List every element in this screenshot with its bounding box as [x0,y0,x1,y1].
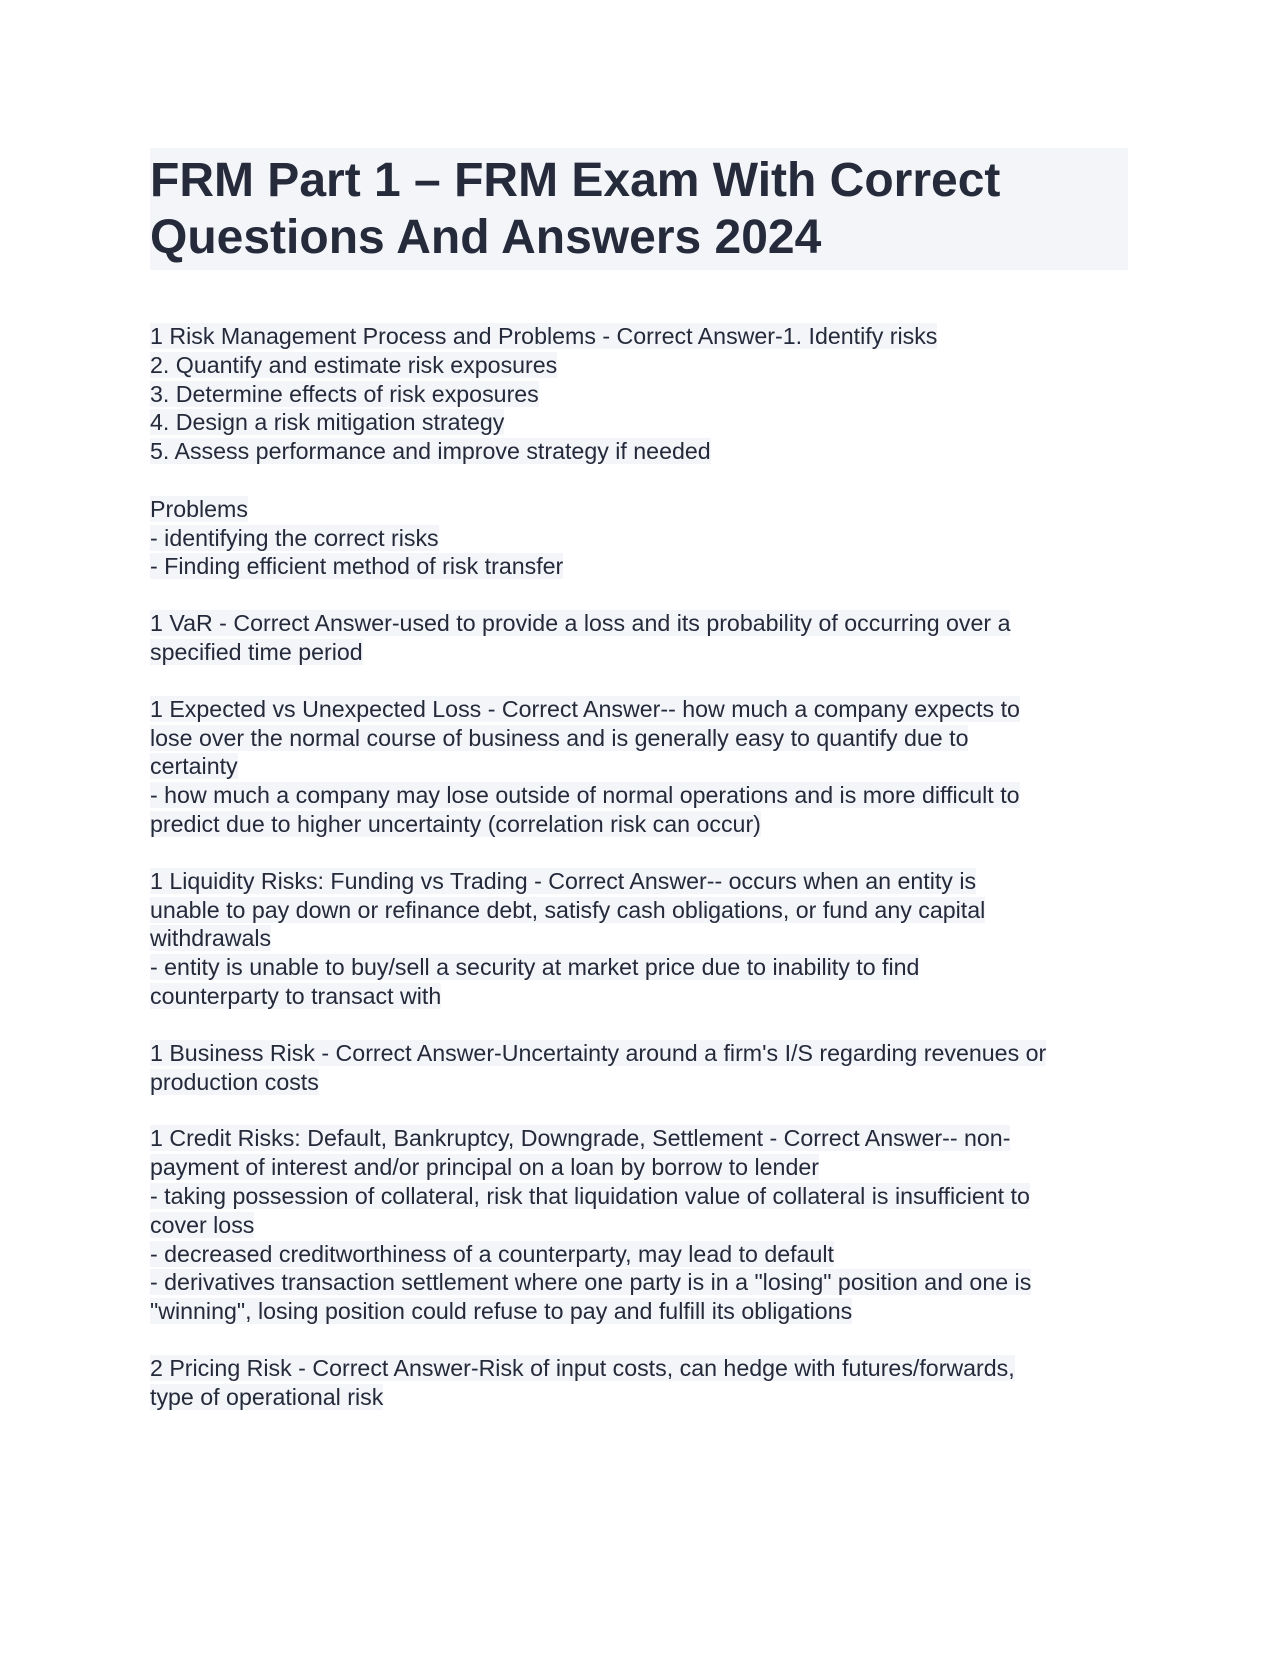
text-line [150,724,1130,753]
text-line-content: 1 VaR - Correct Answer-used to provide a loss and its probability of occurring over a [150,610,1011,637]
text-line-content: counterparty to transact with [150,982,442,1009]
text-line [150,1039,1130,1068]
qa-entry [150,1354,1130,1412]
text-line [150,1153,1130,1182]
text-line [150,495,1130,524]
text-line-content: type of operational risk [150,1383,384,1410]
text-line [150,351,1130,380]
text-line [150,810,1130,839]
text-line-content: specified time period [150,638,363,665]
text-line-content: - Finding efficient method of risk transfer [150,553,564,580]
text-line-content: 3. Determine effects of risk exposures [150,380,539,407]
title-line: FRM Part 1 – FRM Exam With Correct [150,154,1001,207]
title-line: Questions And Answers 2024 [150,211,822,264]
text-line-content: withdrawals [150,925,272,952]
text-line-content: certainty [150,753,238,780]
text-line [150,408,1130,437]
text-line [150,1297,1130,1326]
text-line-content: - derivatives transaction settlement where one party is in a "losing" position and one is [150,1269,1032,1296]
text-line-content: - taking possession of collateral, risk that liquidation value of collateral is insufficient to [150,1182,1030,1209]
blank-line [150,466,1130,495]
document-body [150,322,1130,1412]
text-line [150,1240,1130,1269]
text-line-content: 5. Assess performance and improve strategy if needed [150,438,711,465]
text-line [150,1268,1130,1297]
text-line [150,322,1130,351]
text-line [150,752,1130,781]
text-line-content: Problems [150,495,248,522]
text-line [150,896,1130,925]
text-line-content: - identifying the correct risks [150,524,439,551]
text-line-content: 2 Pricing Risk - Correct Answer-Risk of input costs, can hedge with futures/forwards, [150,1354,1015,1381]
qa-entry [150,867,1130,1011]
text-line [150,1124,1130,1153]
text-line-content: 4. Design a risk mitigation strategy [150,409,505,436]
text-line-content: payment of interest and/or principal on a loan by borrow to lender [150,1154,819,1181]
qa-entry [150,1124,1130,1326]
text-line-content: 1 Business Risk - Correct Answer-Uncertainty around a firm's I/S regarding revenues or [150,1039,1047,1066]
title-block [150,148,1128,270]
text-line-content: 2. Quantify and estimate risk exposures [150,351,558,378]
text-line [150,924,1130,953]
text-line [150,638,1130,667]
qa-entry [150,322,1130,581]
text-line-content: 1 Risk Management Process and Problems - Correct Answer-1. Identify risks [150,323,938,349]
text-line-content: 1 Expected vs Unexpected Loss - Correct Answer-- how much a company expects to [150,695,1020,722]
document-page [150,148,1130,1440]
text-line [150,1354,1130,1383]
qa-entry [150,1039,1130,1097]
qa-entry [150,695,1130,839]
qa-entry [150,609,1130,667]
document-title [150,152,1128,266]
text-line [150,982,1130,1011]
text-line-content: cover loss [150,1211,255,1238]
text-line-content: lose over the normal course of business and is generally easy to quantify due to [150,724,969,751]
text-line [150,867,1130,896]
text-line [150,609,1130,638]
text-line-content: predict due to higher uncertainty (correlation risk can occur) [150,810,761,837]
text-line [150,953,1130,982]
text-line [150,781,1130,810]
text-line-content: - how much a company may lose outside of normal operations and is more difficult to [150,782,1020,809]
text-line [150,552,1130,581]
text-line-content: unable to pay down or refinance debt, satisfy cash obligations, or fund any capital [150,896,986,923]
text-line-content: 1 Liquidity Risks: Funding vs Trading - Correct Answer-- occurs when an entity is [150,867,977,894]
text-line-content: - decreased creditworthiness of a counterparty, may lead to default [150,1240,834,1267]
text-line-content: 1 Credit Risks: Default, Bankruptcy, Downgrade, Settlement - Correct Answer-- non- [150,1125,1011,1152]
text-line [150,1211,1130,1240]
text-line-content: production costs [150,1068,319,1095]
text-line [150,380,1130,409]
text-line-content: "winning", losing position could refuse to pay and fulfill its obligations [150,1298,853,1325]
text-line-content: - entity is unable to buy/sell a security at market price due to inability to find [150,954,920,981]
text-line [150,1068,1130,1097]
text-line [150,1182,1130,1211]
text-line [150,524,1130,553]
text-line [150,1383,1130,1412]
text-line [150,437,1130,466]
text-line [150,695,1130,724]
